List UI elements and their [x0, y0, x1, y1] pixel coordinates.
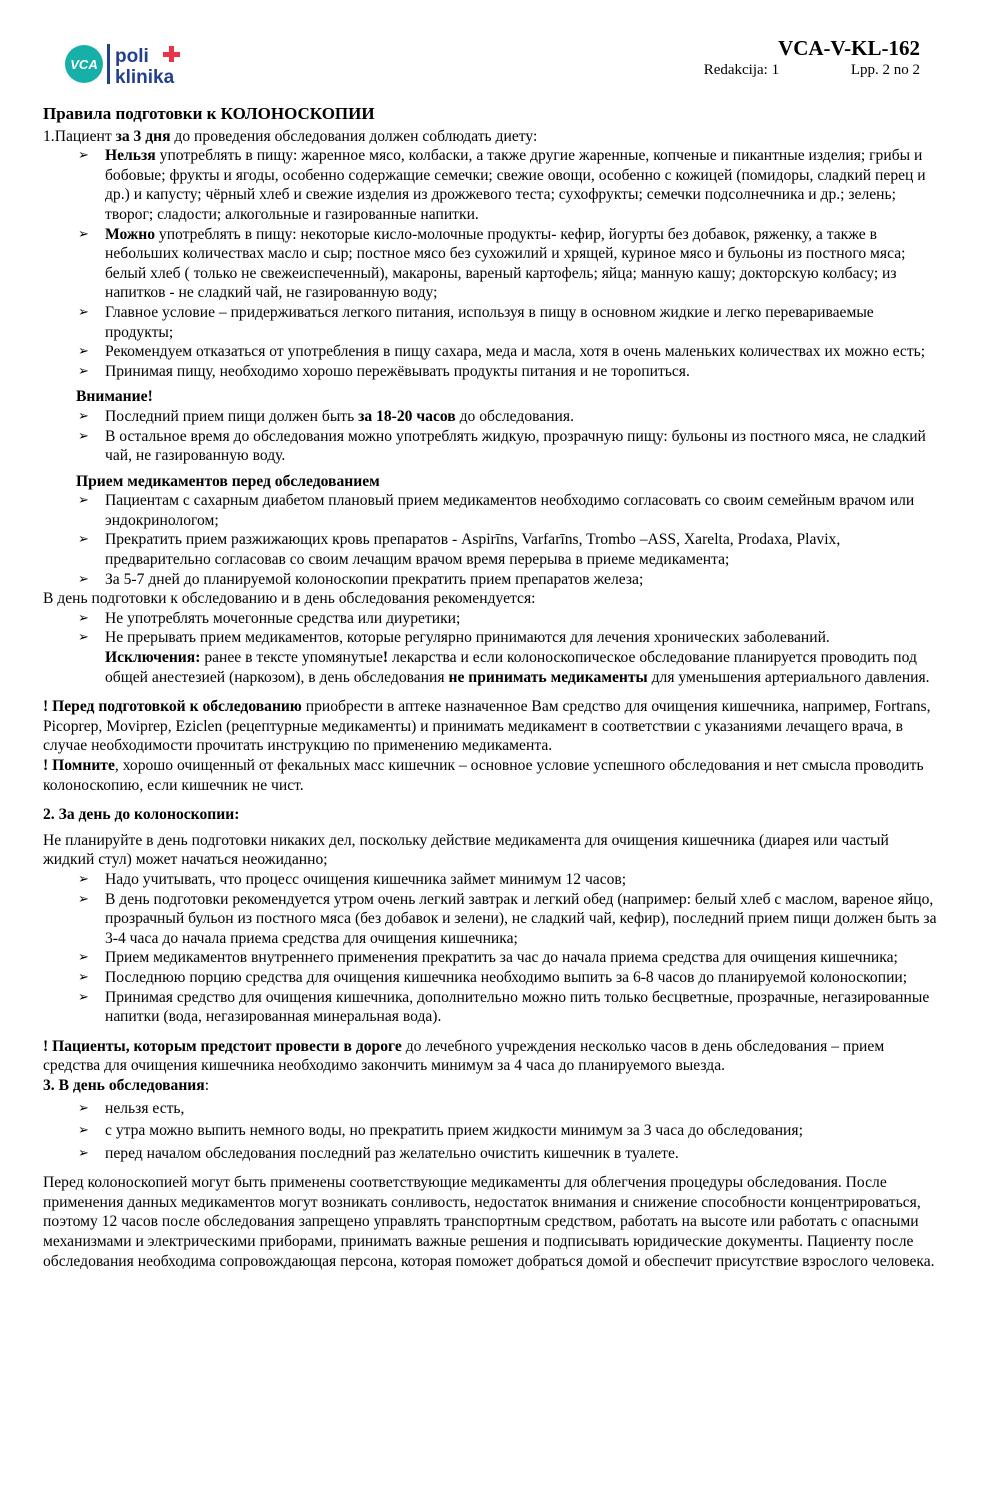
list-item: ➢ с утра можно выпить немного воды, но прекратить прием жидкости минимум за 3 часа до обследования;	[78, 1121, 943, 1141]
list-item: ➢ Надо учитывать, что процесс очищения кишечника займет минимум 12 часов;	[78, 870, 943, 890]
day-list	[43, 609, 943, 687]
list-item: ➢ Последний прием пищи должен быть за 18-20 часов до обследования.	[78, 407, 943, 427]
list-item: ➢ Не прерывать прием медикаментов, которые регулярно принимаются для лечения хронических заболеваний. Исключения: ранее в тексте упомянутые! лекарства и если колоноскопическое обследование планируется проводить под общей анестезией (наркозом), в день обследования не принимать медикаменты для уменьшения артериального давления.	[78, 628, 943, 687]
list-item: ➢ Главное условие – придерживаться легкого питания, используя в пищу в основном жидкие и легко перевариваемые продукты;	[78, 303, 943, 342]
list-item: ➢ Не употреблять мочегонные средства или диуретики;	[78, 609, 943, 629]
medications-list	[43, 491, 943, 589]
list-item: ➢ Последнюю порцию средства для очищения кишечника необходимо выпить за 6-8 часов до планируемой колоноскопии;	[78, 968, 943, 988]
document-code: VCA-V-KL-162	[778, 36, 920, 60]
list-item: ➢ В остальное время до обследования можно употреблять жидкую, прозрачную пищу: бульоны из постного мяса, не сладкий чай, не газированную воду.	[78, 427, 943, 466]
logo-poli-text: poli	[115, 46, 149, 67]
list-item: ➢ Прием медикаментов внутреннего применения прекратить за час до начала приема средства для очищения кишечника;	[78, 948, 943, 968]
before-note: ! Перед подготовкой к обследованию приобрести в аптеке назначенное Вам средство для очищения кишечника, например, Fortrans, Picoprep, Moviprep, Eziclen (рецептурные медикаменты) и принимать медикамент в соответствии с указаниями лечащего врача, в случае необходимости прочитать инструкцию по применению медикамента.	[43, 698, 931, 755]
revision-label: Redakcija: 1	[703, 62, 780, 78]
attention-list	[43, 407, 943, 466]
list-item: ➢ За 5-7 дней до планируемой колоноскопии прекратить прием препаратов железа;	[78, 570, 943, 590]
page-title: Правила подготовки к КОЛОНОСКОПИИ	[43, 104, 375, 123]
travel-note: ! Пациенты, которым предстоит провести в дороге до лечебного учреждения несколько часов в день обследования – прием средства для очищения кишечника необходимо закончить минимум за 4 часа до планируемого выезда.	[43, 1037, 885, 1075]
closing-paragraph: Перед колоноскопией могут быть применены соответствующие медикаменты для облегчения процедуры обследования. После применения данных медикаментов могут возникать сонливость, недостаток внимания и снижение способности концентрироваться, поэтому 12 часов после обследования запрещено управлять транспортным средством, работать на высоте или работать с опасными механизмами и электрическими приборами, принимать важные решения и подписывать юридические документы. Пациенту после обследования необходима сопровождающая персона, которая поможет добраться домой и обеспечит присутствие взрослого человека.	[43, 1174, 935, 1270]
list-item: ➢ нельзя есть,	[78, 1099, 943, 1119]
logo-klinika-text: klinika	[115, 67, 175, 88]
list-item: ➢ Прекратить прием разжижающих кровь препаратов - Aspirīns, Varfarīns, Trombo –ASS, Xarelta, Prodaxa, Plavix, предварительно согласовав со своим лечащим врачом время перерыва в приеме медикамента;	[78, 530, 943, 569]
remember-note: ! Помните, хорошо очищенный от фекальных масс кишечник – основное условие успешного обследования и нет смысла проводить колоноскопию, если кишечник не чист.	[43, 757, 924, 794]
s2-list	[43, 870, 943, 1027]
s1-intro: 1.Пациент за 3 дня до проведения обследования должен соблюдать диету:	[43, 127, 538, 145]
list-item: ➢ перед началом обследования последний раз желательно очистить кишечник в туалете.	[78, 1144, 943, 1164]
page-number: Lpp. 2 no 2	[850, 62, 920, 78]
logo-vca-text: VCA	[70, 57, 98, 72]
list-item: ➢ Принимая средство для очищения кишечника, дополнительно можно пить только бесцветные, прозрачные, негазированные напитки (вода, негазированная минеральная вода).	[78, 988, 943, 1027]
document-meta	[704, 62, 920, 79]
medications-heading: Прием медикаментов перед обследованием	[76, 472, 380, 490]
diet-list	[43, 146, 943, 381]
list-item: ➢ Рекомендуем отказаться от употребления в пищу сахара, меда и масла, хотя в очень маленьких количествах их можно есть;	[78, 342, 943, 362]
list-item: ➢ В день подготовки рекомендуется утром очень легкий завтрак и легкий обед (например: белый хлеб с маслом, вареное яйцо, прозрачный бульон из постного мяса (без добавок и зелени), не сладкий чай, кефир), последний прием пищи должен быть за 3-4 часа до начала приема средства для очищения кишечника;	[78, 890, 943, 949]
list-item: ➢ Пациентам с сахарным диабетом плановый прием медикаментов необходимо согласовать со своим семейным врачом или эндокринологом;	[78, 491, 943, 530]
list-item: ➢ Нельзя употреблять в пищу: жаренное мясо, колбаски, а также другие жаренные, копченые и пикантные изделия; грибы и бобовые; фрукты и ягоды, особенно содержащие семечки; свежие овощи, особенно с кожицей (помидоры, сладкий перец и др.) и капусту; чёрный хлеб и свежие изделия из дрожжевого теста; сухофрукты; семечки подсолнечника и др.; зелень; творог; сладости; алкогольные и газированные напитки.	[78, 146, 943, 224]
list-item: ➢ Принимая пищу, необходимо хорошо пережёвывать продукты питания и не торопиться.	[78, 362, 943, 382]
poliklinika-logo	[62, 38, 202, 90]
section-3-heading: 3. В день обследования:	[43, 1076, 210, 1094]
s3-list	[43, 1099, 943, 1164]
list-item: ➢ Можно употреблять в пищу: некоторые кисло-молочные продукты- кефир, йогурты без добавок, ряженку, а также в небольших количествах масло и сыр; постное мясо без сухожилий и хрящей, куриное мясо и бульоны из постного мяса; белый хлеб ( только не свежеиспеченный), макароны, вареный картофель; яйца; манную кашу; докторскую колбасу; из напитков - не сладкий чай, не газированную воду;	[78, 225, 943, 303]
s2-intro: Не планируйте в день подготовки никаких дел, поскольку действие медикамента для очищения кишечника (диарея или частый жидкий стул) может начаться неожиданно;	[43, 831, 889, 869]
document-body	[43, 104, 943, 1271]
section-2-heading: 2. За день до колоноскопии:	[43, 806, 240, 824]
attention-heading: Внимание!	[76, 388, 153, 406]
day-intro: В день подготовки к обследованию и в день обследования рекомендуется:	[43, 590, 536, 608]
